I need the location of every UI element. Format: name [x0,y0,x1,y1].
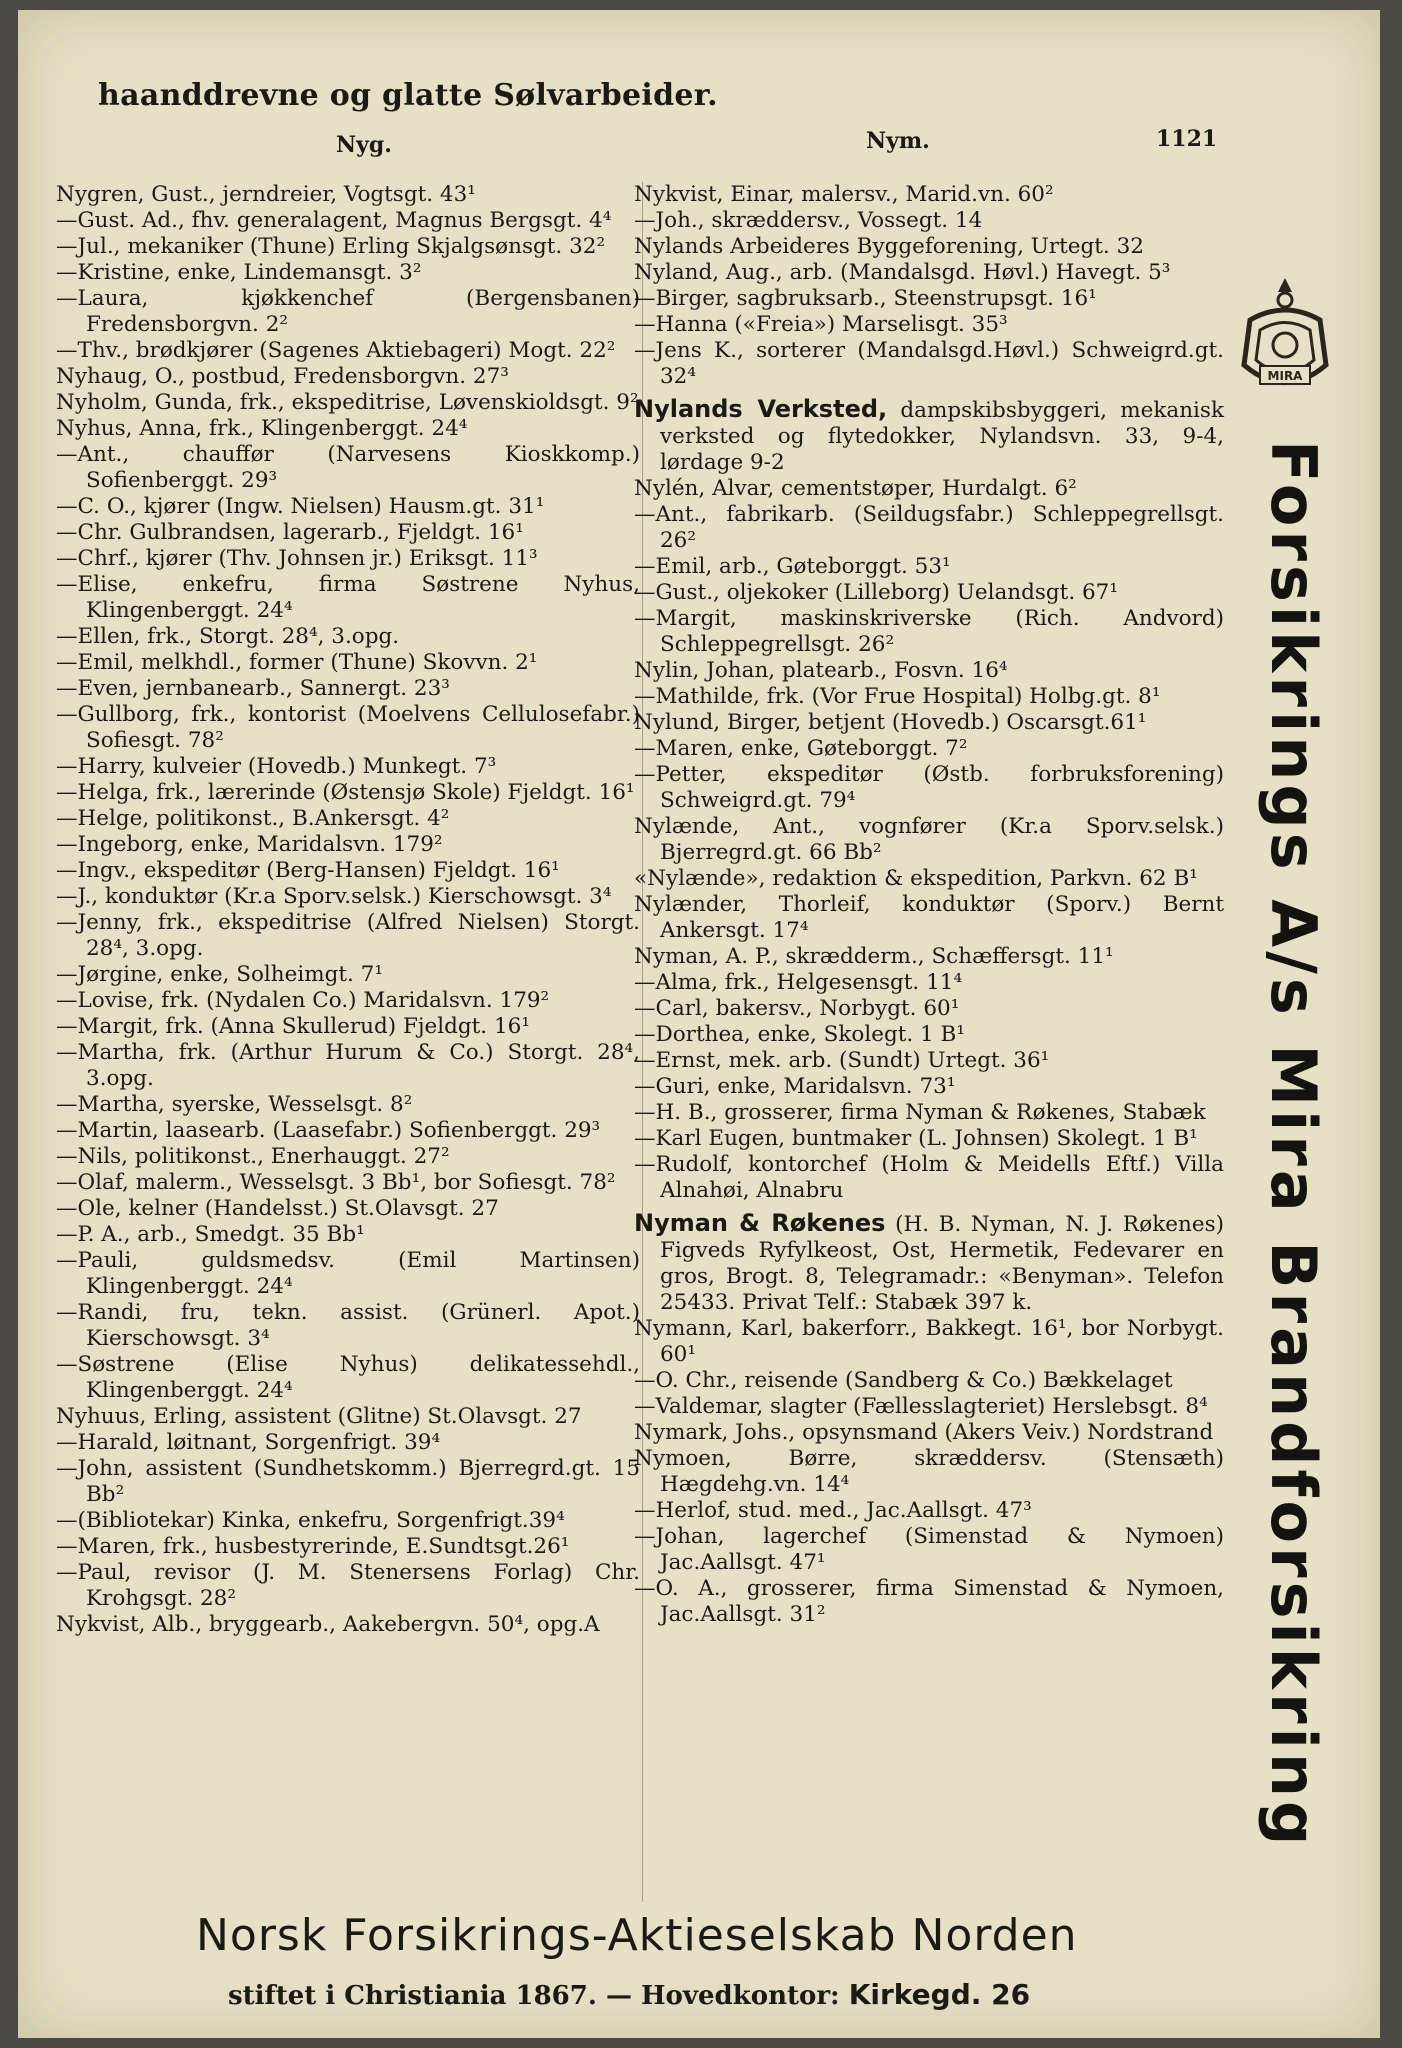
emblem-label: MIRA [1267,369,1303,383]
directory-entry: —Margit, maskinskriverske (Rich. Andvord) Schleppegrellsgt. 26² [634,606,1224,657]
directory-entry: —Gullborg, frk., kontorist (Moelvens Cellulosefabr.) Sofiesgt. 78² [56,702,640,753]
directory-entry: —Joh., skræddersv., Vossegt. 14 [634,208,983,233]
directory-entry: Nyhaug, O., postbud, Fredensborgvn. 27³ [56,364,509,389]
directory-entry: —Nils, politikonst., Enerhauggt. 27² [56,1144,450,1169]
directory-entry: Nylands Arbeideres Byggeforening, Urtegt. 32 [634,234,1144,259]
directory-entry: —Helge, politikonst., B.Ankersgt. 4² [56,806,450,831]
directory-entry: —Gust., oljekoker (Lilleborg) Uelandsgt. 67¹ [634,580,1118,605]
directory-entry: Nyholm, Gunda, frk., ekspeditrise, Løvenskioldsgt. 9² [56,390,639,415]
directory-entry: —Ernst, mek. arb. (Sundt) Urtegt. 36¹ [634,1048,1050,1073]
directory-entry: Nygren, Gust., jerndreier, Vogtsgt. 43¹ [56,182,476,207]
directory-entry: Nykvist, Alb., bryggearb., Aakebergvn. 50⁴, opg.A [56,1612,600,1637]
directory-entry: —Harry, kulveier (Hovedb.) Munkegt. 7³ [56,754,497,779]
directory-entry: Nyhuus, Erling, assistent (Glitne) St.Olavsgt. 27 [56,1404,582,1429]
directory-entry [634,1210,1224,1316]
directory-entry: —Martin, laasearb. (Laasefabr.) Sofienberggt. 29³ [56,1118,601,1143]
directory-entry: Nymoen, Børre, skræddersv. (Stensæth) Hægdehg.vn. 14⁴ [634,1446,1224,1497]
side-advertisement [1258,440,1328,1880]
footer-address-line [228,1978,1030,2011]
directory-entry: Nyhus, Anna, frk., Klingenberggt. 24⁴ [56,416,468,441]
guide-word-right: Nym. [866,128,930,154]
directory-entry: —Paul, revisor (J. M. Stenersens Forlag) Chr. Krohgsgt. 28² [56,1560,640,1611]
directory-entry [634,396,1224,476]
firm-details: (H. B. Nyman, N. J. Røkenes) Figveds Ryfylkeost, Ost, Hermetik, Fedevarer en gros, Brogt. 8, Telegramadr.: «Benyman». Telefon 25433. Privat Telf.: Stabæk 397 k. [660,1212,1224,1315]
side-ad-text: Forsikrings A/s Mira Brandforsikring [1257,440,1330,1850]
directory-entry: —Maren, enke, Gøteborggt. 7² [634,736,968,761]
directory-entry: Nymark, Johs., opsynsmand (Akers Veiv.) Nordstrand [634,1420,1214,1445]
directory-entry: —Rudolf, kontorchef (Holm & Meidells Eftf.) Villa Alnahøi, Alnabru [634,1152,1224,1203]
top-banner-ad: haanddrevne og glatte Sølvarbeider. [98,78,718,113]
directory-entry: Nylin, Johan, platearb., Fosvn. 16⁴ [634,658,1008,683]
directory-entry: —Mathilde, frk. (Vor Frue Hospital) Holbg.gt. 8¹ [634,684,1161,709]
directory-entry: —O. A., grosserer, firma Simenstad & Nymoen, Jac.Aallsgt. 31² [634,1576,1224,1627]
directory-entry: —Thv., brødkjører (Sagenes Aktiebageri) Mogt. 22² [56,338,616,363]
directory-entry: —Even, jernbanearb., Sannergt. 23³ [56,676,450,701]
directory-entry: —Chr. Gulbrandsen, lagerarb., Fjeldgt. 16¹ [56,520,524,545]
directory-entry: —Pauli, guldsmedsv. (Emil Martinsen) Klingenberggt. 24⁴ [56,1248,640,1299]
directory-entry: «Nylænde», redaktion & ekspedition, Parkvn. 62 B¹ [634,866,1198,891]
firm-details: dampskibsbyggeri, mekanisk verksted og flytedokker, Nylandsvn. 33, 9-4, lørdage 9-2 [660,398,1224,475]
right-column [634,182,1224,1628]
left-column [56,182,640,1638]
directory-entry: —Guri, enke, Maridalsvn. 73¹ [634,1074,956,1099]
directory-entry: —Johan, lagerchef (Simenstad & Nymoen) Jac.Aallsgt. 47¹ [634,1524,1224,1575]
directory-entry: —Olaf, malerm., Wesselsgt. 3 Bb¹, bor Sofiesgt. 78² [56,1170,616,1195]
firm-name-bold: Nylands Verksted, [634,395,888,423]
directory-entry: —Laura, kjøkkenchef (Bergensbanen) Fredensborgvn. 2² [56,286,640,337]
directory-entry: —Maren, frk., husbestyrerinde, E.Sundtsgt.26¹ [56,1534,570,1559]
directory-entry: —Emil, melkhdl., former (Thune) Skovvn. 2¹ [56,650,538,675]
directory-entry: —Martha, syerske, Wesselsgt. 8² [56,1092,413,1117]
directory-entry: Nyland, Aug., arb. (Mandalsgd. Høvl.) Havegt. 5³ [634,260,1171,285]
directory-entry: —Jørgine, enke, Solheimgt. 7¹ [56,962,383,987]
directory-entry: —John, assistent (Sundhetskomm.) Bjerregrd.gt. 15 Bb² [56,1456,640,1507]
directory-entry: —Birger, sagbruksarb., Steenstrupsgt. 16¹ [634,286,1097,311]
directory-entry: —Ant., chauffør (Narvesens Kioskkomp.) Sofienberggt. 29³ [56,442,640,493]
directory-entry: —Jenny, frk., ekspeditrise (Alfred Nielsen) Storgt. 28⁴, 3.opg. [56,910,640,961]
directory-entry: —Randi, fru, tekn. assist. (Grünerl. Apot.) Kierschowsgt. 3⁴ [56,1300,640,1351]
directory-entry: Nykvist, Einar, malersv., Marid.vn. 60² [634,182,1054,207]
firm-name-bold: Nyman & Røkenes [634,1209,886,1237]
directory-entry: —Ingv., ekspeditør (Berg-Hansen) Fjeldgt. 16¹ [56,858,560,883]
directory-entry: —O. Chr., reisende (Sandberg & Co.) Bækkelaget [634,1368,1173,1393]
directory-entry: —Ingeborg, enke, Maridalsvn. 179² [56,832,443,857]
directory-entry: Nyman, A. P., skrædderm., Schæffersgt. 11¹ [634,944,1114,969]
footer-founded-text: stiftet i Christiania 1867. — Hovedkontor: [228,1981,840,2011]
directory-page [18,10,1380,2038]
directory-entry: —Jul., mekaniker (Thune) Erling Skjalgsønsgt. 32² [56,234,606,259]
directory-entry: —Herlof, stud. med., Jac.Aallsgt. 47³ [634,1498,1032,1523]
directory-entry: —C. O., kjører (Ingw. Nielsen) Hausm.gt. 31¹ [56,494,545,519]
directory-entry: —Kristine, enke, Lindemansgt. 3² [56,260,422,285]
directory-entry: —Helga, frk., lærerinde (Østensjø Skole) Fjeldgt. 16¹ [56,780,635,805]
directory-entry: —Ole, kelner (Handelsst.) St.Olavsgt. 27 [56,1196,499,1221]
directory-entry: —Dorthea, enke, Skolegt. 1 B¹ [634,1022,965,1047]
directory-entry: —J., konduktør (Kr.a Sporv.selsk.) Kierschowsgt. 3⁴ [56,884,612,909]
page-number: 1121 [1156,126,1218,152]
directory-entry: —Harald, løitnant, Sorgenfrigt. 39⁴ [56,1430,441,1455]
directory-entry: —Carl, bakersv., Norbygt. 60¹ [634,996,960,1021]
directory-entry: —Elise, enkefru, firma Søstrene Nyhus, Klingenberggt. 24⁴ [56,572,640,623]
directory-entry: —Jens K., sorterer (Mandalsgd.Høvl.) Schweigrd.gt. 32⁴ [634,338,1224,389]
directory-entry: —Søstrene (Elise Nyhus) delikatessehdl., Klingenberggt. 24⁴ [56,1352,640,1403]
guide-word-left: Nyg. [336,132,392,158]
directory-entry: —Karl Eugen, buntmaker (L. Johnsen) Skolegt. 1 B¹ [634,1126,1198,1151]
directory-entry: Nymann, Karl, bakerforr., Bakkegt. 16¹, bor Norbygt. 60¹ [634,1316,1224,1367]
directory-entry: —Emil, arb., Gøteborggt. 53¹ [634,554,951,579]
directory-entry: —Margit, frk. (Anna Skullerud) Fjeldgt. 16¹ [56,1014,530,1039]
directory-entry: —P. A., arb., Smedgt. 35 Bb¹ [56,1222,365,1247]
directory-entry: —Alma, frk., Helgesensgt. 11⁴ [634,970,963,995]
footer-company-name: Norsk Forsikrings-Aktieselskab Norden [196,1910,1078,1961]
directory-entry: —Hanna («Freia») Marselisgt. 35³ [634,312,1008,337]
directory-entry: Nylund, Birger, betjent (Hovedb.) Oscarsgt.61¹ [634,710,1147,735]
footer-address: Kirkegd. 26 [848,1978,1031,2011]
mira-emblem-icon [1230,270,1340,410]
directory-entry: Nylén, Alvar, cementstøper, Hurdalgt. 6² [634,476,1077,501]
directory-entry: —H. B., grosserer, firma Nyman & Røkenes, Stabæk [634,1100,1206,1125]
directory-entry: —Valdemar, slagter (Fællesslagteriet) Herslebsgt. 8⁴ [634,1394,1208,1419]
directory-entry: —Gust. Ad., fhv. generalagent, Magnus Bergsgt. 4⁴ [56,208,612,233]
directory-entry: —Chrf., kjører (Thv. Johnsen jr.) Eriksgt. 11³ [56,546,538,571]
directory-entry: —(Bibliotekar) Kinka, enkefru, Sorgenfrigt.39⁴ [56,1508,565,1533]
directory-entry: —Ellen, frk., Storgt. 28⁴, 3.opg. [56,624,400,649]
directory-entry: —Lovise, frk. (Nydalen Co.) Maridalsvn. 179² [56,988,550,1013]
directory-entry: —Petter, ekspeditør (Østb. forbruksforening) Schweigrd.gt. 79⁴ [634,762,1224,813]
directory-entry: Nylænde, Ant., vognfører (Kr.a Sporv.selsk.) Bjerregrd.gt. 66 Bb² [634,814,1224,865]
directory-entry: Nylænder, Thorleif, konduktør (Sporv.) Bernt Ankersgt. 17⁴ [634,892,1224,943]
directory-entry: —Martha, frk. (Arthur Hurum & Co.) Storgt. 28⁴, 3.opg. [56,1040,640,1091]
directory-entry: —Ant., fabrikarb. (Seildugsfabr.) Schleppegrellsgt. 26² [634,502,1224,553]
